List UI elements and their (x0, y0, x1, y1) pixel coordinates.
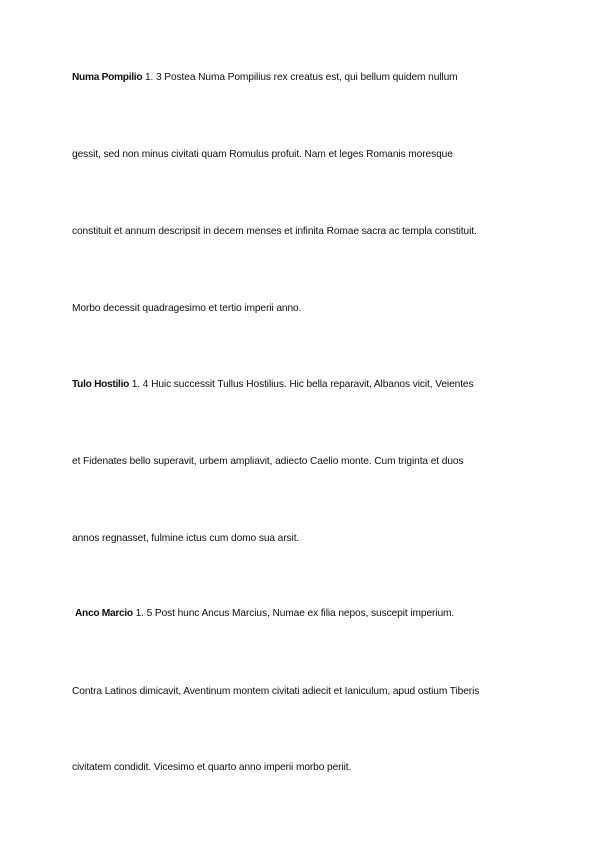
paragraph-anco-lead: 1. 5 Post hunc Ancus Marcius, Numae ex filia nepos, suscepit imperium. (132, 608, 455, 619)
paragraph-numa-line-3: constituit et annum descripsit in decem menses et infinita Romae sacra ac templa constituit. (72, 226, 477, 237)
paragraph-numa-lead: 1. 3 Postea Numa Pompilius rex creatus est, qui bellum quidem nullum (142, 72, 458, 83)
paragraph-tulo-first-line (72, 378, 542, 391)
heading-numa-pompilio: Numa Pompilio (72, 72, 143, 83)
paragraph-numa-line-4: Morbo decessit quadragesimo et tertio imperii anno. (72, 303, 302, 314)
paragraph-anco-first-line (72, 607, 542, 620)
paragraph-numa-first-line (72, 71, 542, 84)
paragraph-anco-line-3: civitatem condidit. Vicesimo et quarto anno imperii morbo periit. (72, 762, 352, 773)
paragraph-tulo-line-3: annos regnasset, fulmine ictus cum domo sua arsit. (72, 533, 300, 544)
paragraph-tulo-line-2: et Fidenates bello superavit, urbem ampliavit, adiecto Caelio monte. Cum triginta et duos (72, 456, 464, 467)
heading-anco-marcio: Anco Marcio (75, 608, 133, 619)
paragraph-numa-line-2: gessit, sed non minus civitati quam Romulus profuit. Nam et leges Romanis moresque (72, 149, 453, 160)
paragraph-anco-line-2: Contra Latinos dimicavit, Aventinum montem civitati adiecit et Ianiculum, apud ostium Tiberis (72, 686, 480, 697)
paragraph-tulo-lead: 1. 4 Huic successit Tullus Hostilius. Hic bella reparavit, Albanos vicit, Veientes (129, 379, 474, 390)
heading-tulo-hostilio: Tulo Hostilio (72, 379, 130, 390)
